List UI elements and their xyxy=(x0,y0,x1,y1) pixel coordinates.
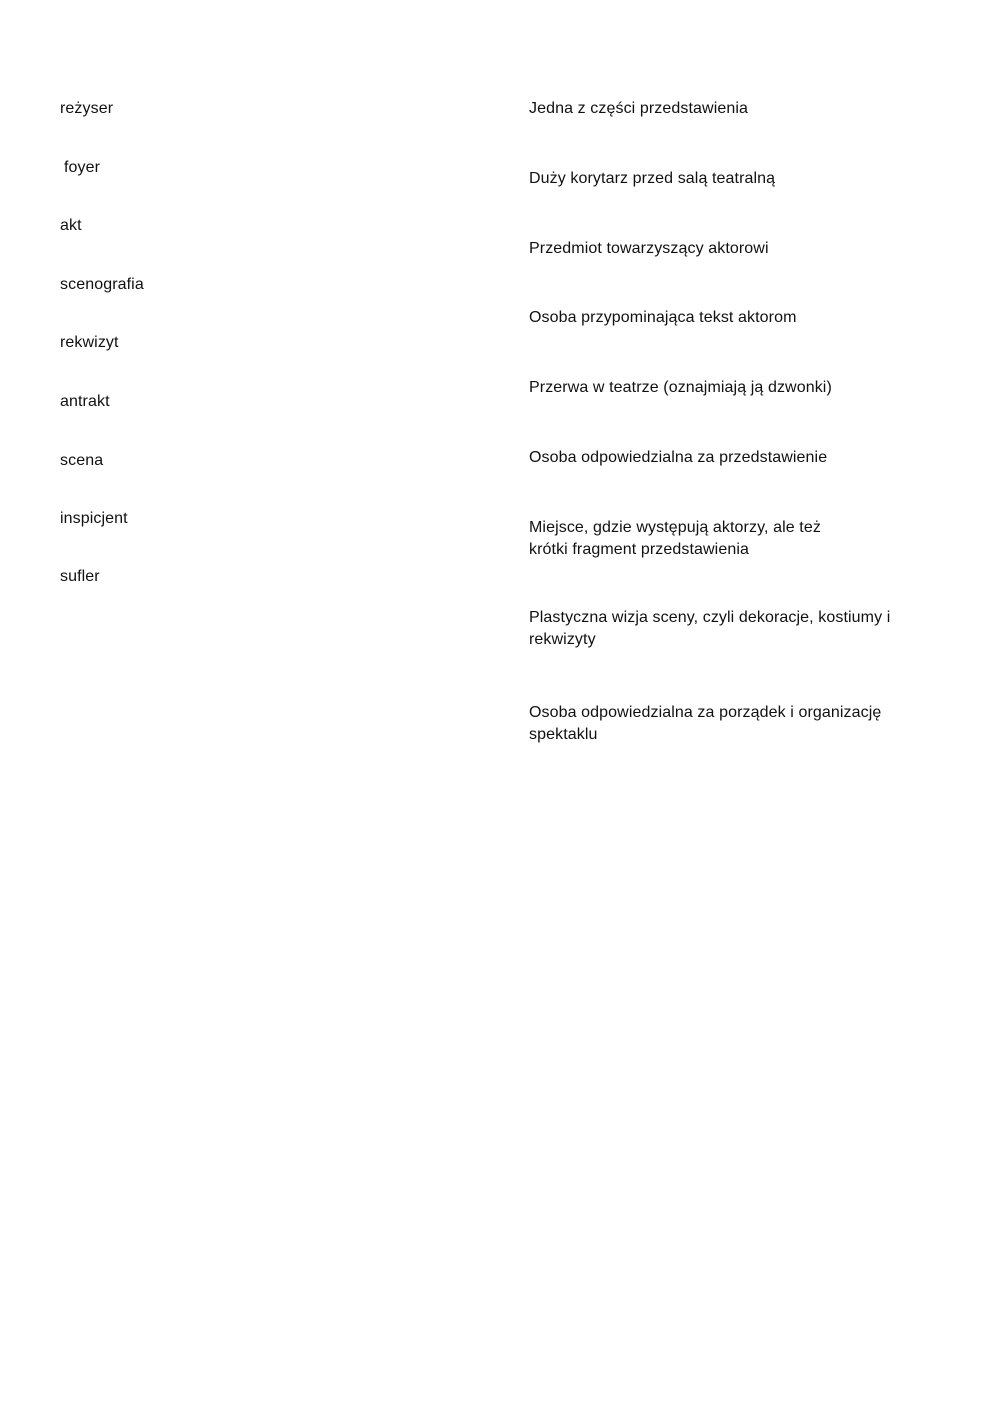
definition-9 xyxy=(529,702,881,746)
definition-line: Osoba przypominająca tekst aktorom xyxy=(529,309,797,326)
term-rekwizyt: rekwizyt xyxy=(60,334,119,351)
definition-8 xyxy=(529,607,890,651)
definition-line: spektaklu xyxy=(529,726,598,743)
term-foyer: foyer xyxy=(64,159,101,176)
definition-line: Miejsce, gdzie występują aktorzy, ale też xyxy=(529,519,821,536)
definition-line: krótki fragment przedstawienia xyxy=(529,541,749,558)
definition-line: Osoba odpowiedzialna za przedstawienie xyxy=(529,449,828,466)
term-akt: akt xyxy=(60,217,82,234)
definition-1 xyxy=(529,98,748,120)
definition-5 xyxy=(529,377,832,399)
definition-7 xyxy=(529,517,821,561)
definition-2 xyxy=(529,168,775,190)
definition-3 xyxy=(529,238,769,260)
term-inspicjent: inspicjent xyxy=(60,510,128,527)
term-scenografia: scenografia xyxy=(60,276,144,293)
term-antrakt: antrakt xyxy=(60,393,110,410)
definition-6 xyxy=(529,447,827,469)
definition-line: Plastyczna wizja sceny, czyli dekoracje, kostiumy i xyxy=(529,609,891,626)
definition-line: Jedna z części przedstawienia xyxy=(529,100,749,117)
term-sufler: sufler xyxy=(60,568,100,585)
definition-4 xyxy=(529,307,797,329)
term-rezyser: reżyser xyxy=(60,100,114,117)
definition-line: Przedmiot towarzyszący aktorowi xyxy=(529,240,769,257)
definition-line: Osoba odpowiedzialna za porządek i organizację xyxy=(529,704,882,721)
definition-line: Przerwa w teatrze (oznajmiają ją dzwonki) xyxy=(529,379,832,396)
term-scena: scena xyxy=(60,452,104,469)
definition-line: rekwizyty xyxy=(529,631,596,648)
definition-line: Duży korytarz przed salą teatralną xyxy=(529,170,776,187)
